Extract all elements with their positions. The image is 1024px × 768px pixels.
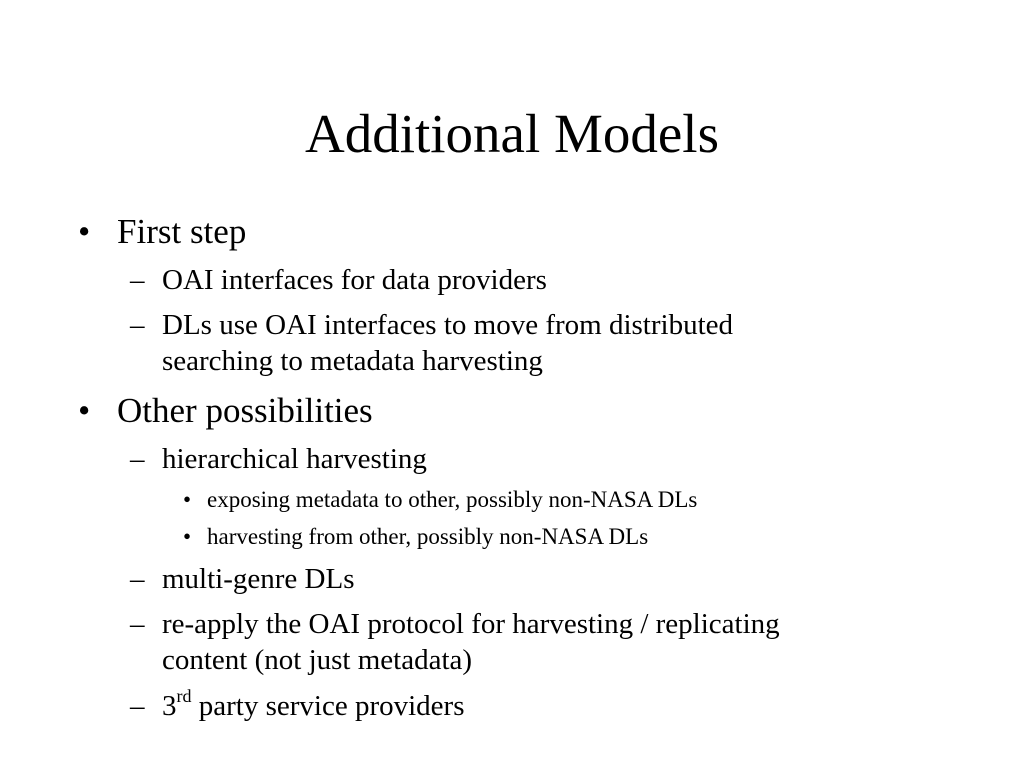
bullet-text: First step: [117, 212, 247, 251]
subitem-text-line1: DLs use OAI interfaces to move from distributed: [162, 309, 733, 341]
subsubitem-text: exposing metadata to other, possibly non-NASA DLs: [207, 487, 698, 512]
dash-marker: –: [130, 264, 145, 296]
bullet-marker: •: [78, 391, 91, 430]
subitem-text: [162, 688, 464, 724]
dash-marker: –: [130, 309, 145, 341]
ordinal-suffix: rd: [176, 686, 192, 707]
subitem-text: OAI interfaces for data providers: [162, 264, 547, 296]
dash-marker: –: [130, 563, 145, 595]
bullet-marker: •: [183, 524, 192, 549]
subitem-text-line1: re-apply the OAI protocol for harvesting / replicating: [162, 608, 780, 640]
bullet-marker: •: [183, 487, 192, 512]
slide-title: Additional Models: [304, 103, 719, 164]
dash-marker: –: [130, 690, 145, 722]
subitem-text-line2: content (not just metadata): [162, 644, 473, 676]
subitem-text-line2: searching to metadata harvesting: [162, 345, 543, 377]
subitem-text-rest: party service providers: [191, 690, 465, 722]
subitem-text: multi-genre DLs: [162, 563, 355, 595]
subsubitem-text: harvesting from other, possibly non-NASA DLs: [207, 524, 649, 549]
ordinal-number: 3: [162, 690, 177, 722]
bullet-text: Other possibilities: [117, 391, 373, 430]
dash-marker: –: [130, 608, 145, 640]
bullet-marker: •: [78, 212, 91, 251]
subitem-text: hierarchical harvesting: [162, 443, 427, 475]
dash-marker: –: [130, 443, 145, 475]
